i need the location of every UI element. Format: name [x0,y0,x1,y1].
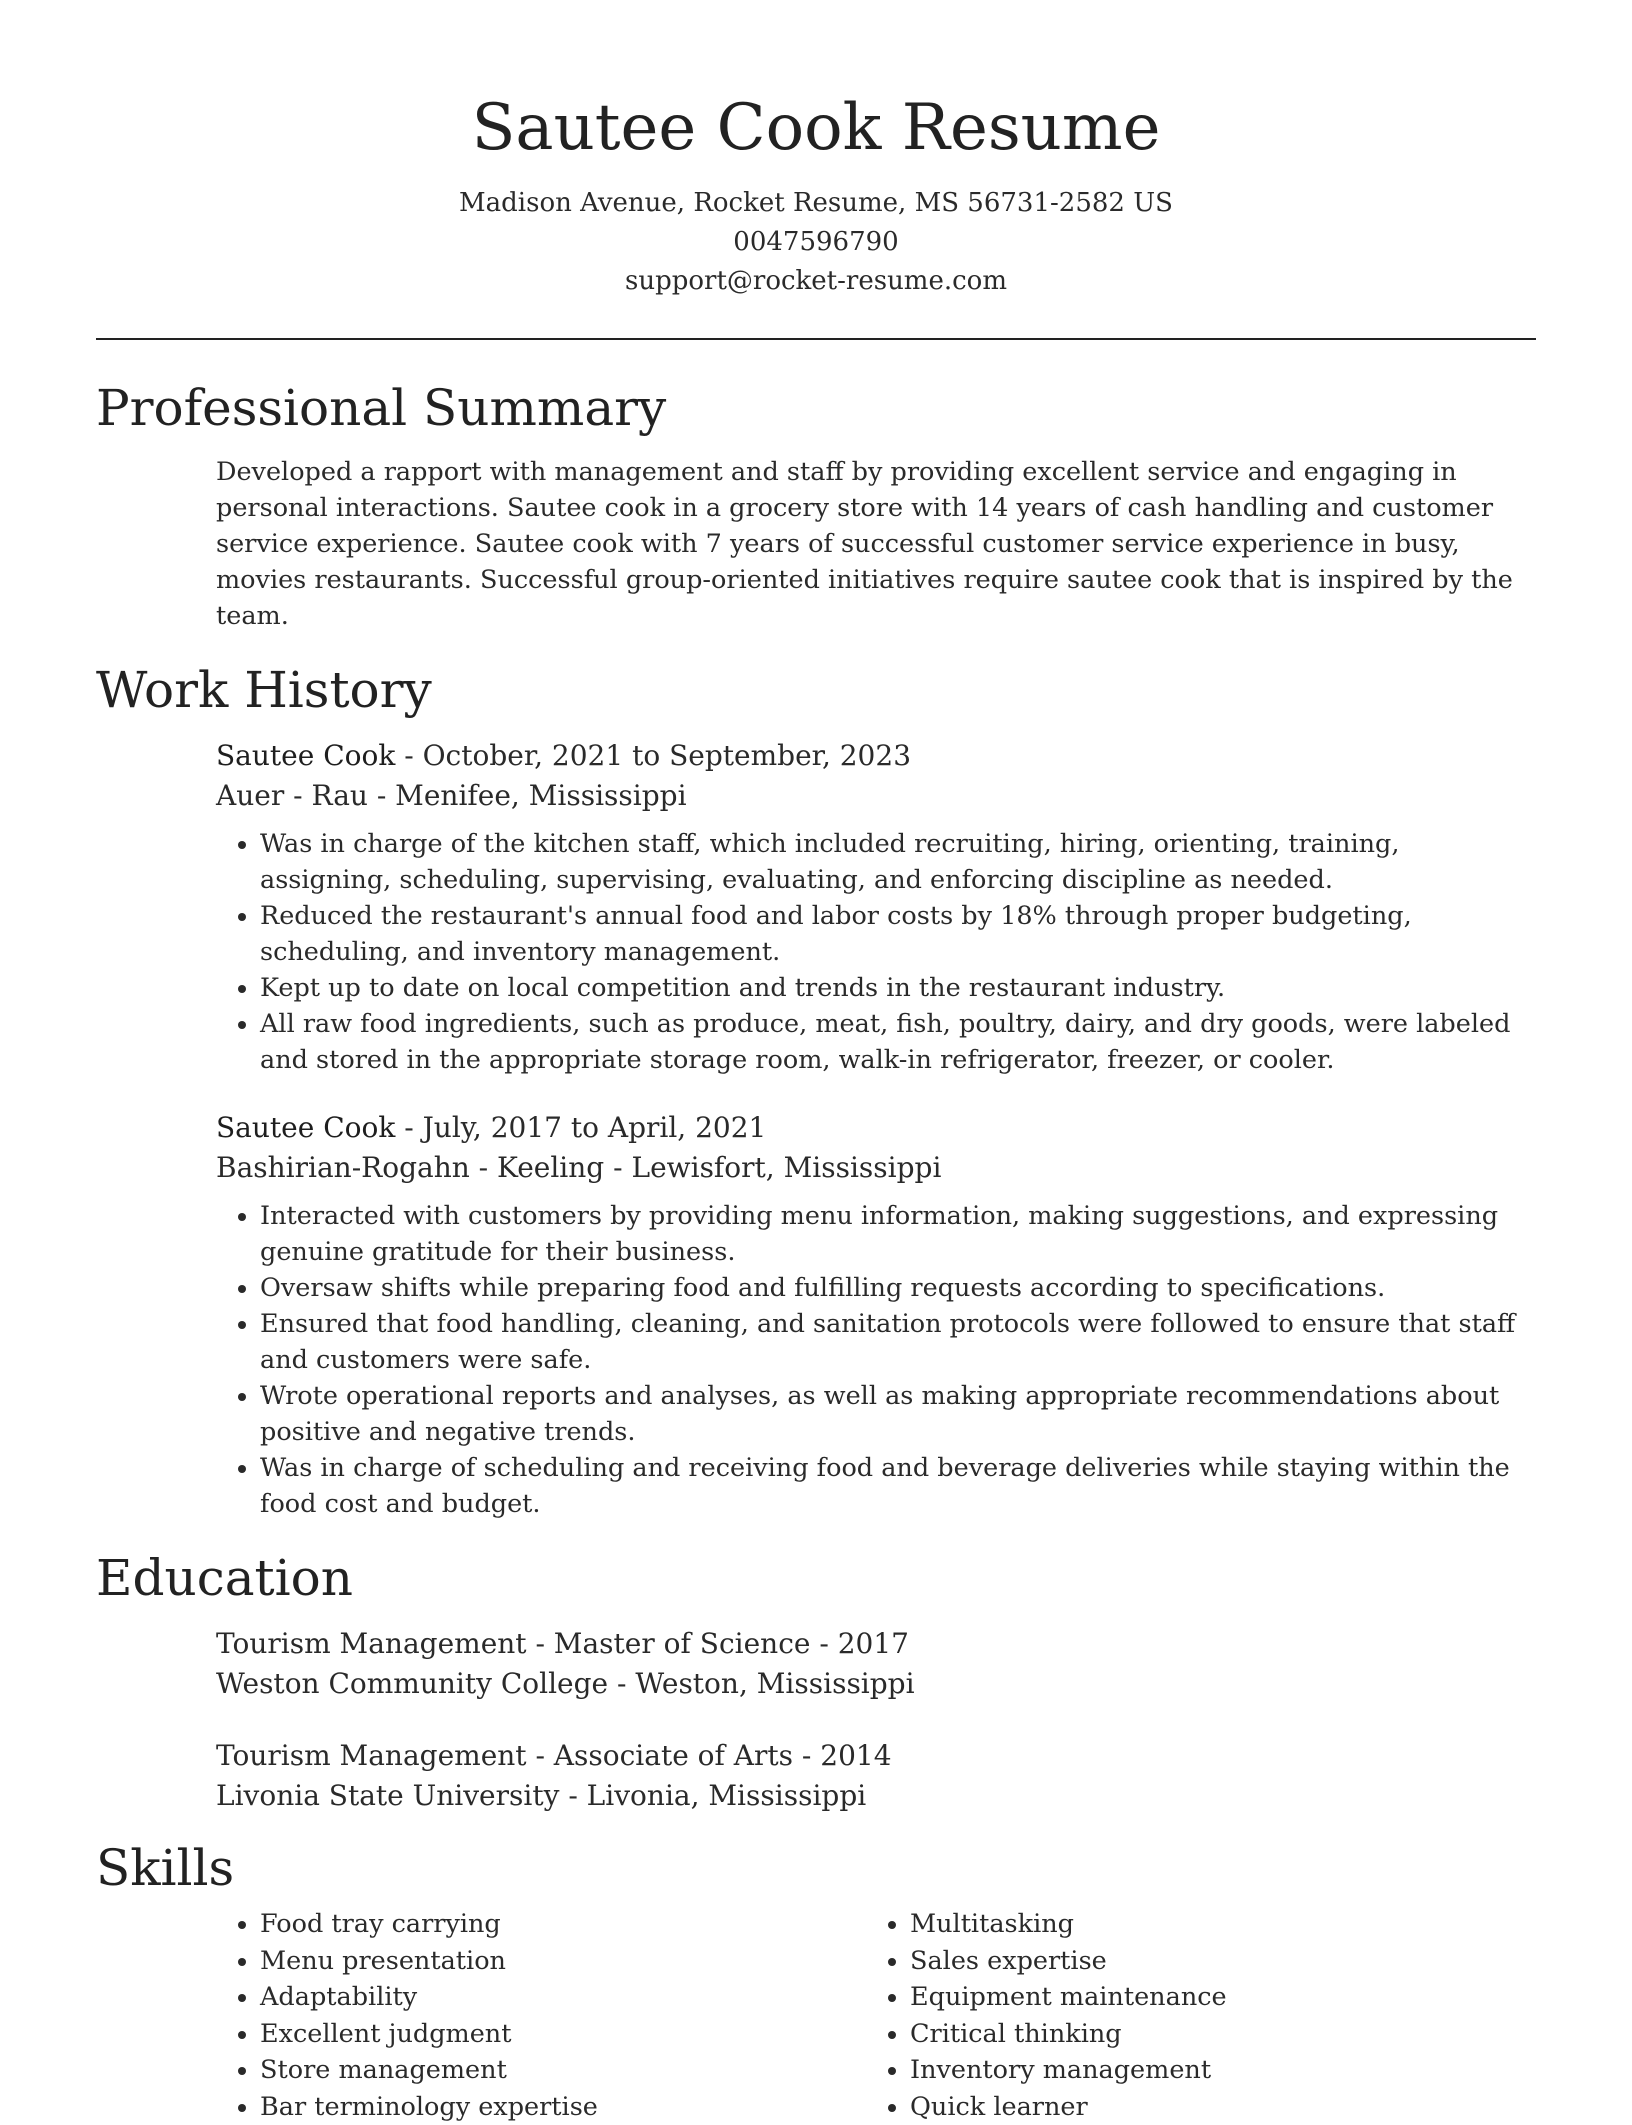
work-history-heading: Work History [96,658,1536,722]
contact-phone: 0047596790 [96,223,1536,262]
job-duty: • Was in charge of scheduling and receiving food and beverage deliveries while staying within the food cost and budget. [260,1450,1536,1522]
job-dates: - October, 2021 to September, 2023 [395,739,911,772]
job-company: Bashirian-Rogahn - Keeling [216,1151,604,1184]
job-dates: - July, 2017 to April, 2021 [395,1111,766,1144]
header-divider [96,338,1536,340]
skill-item: • Equipment maintenance [910,1979,1516,2016]
skill-item: • Quick learner [910,2089,1516,2125]
job-duty: • Interacted with customers by providing menu information, making suggestions, and expressing genuine gratitude for their business. [260,1198,1536,1270]
skills-grid [216,1906,1536,2125]
school-line [216,1664,1536,1704]
job-company-line [216,776,1536,816]
job-duty: • Reduced the restaurant's annual food and labor costs by 18% through proper budgeting, scheduling, and inventory management. [260,898,1536,970]
job-duty: • Kept up to date on local competition and trends in the restaurant industry. [260,970,1536,1006]
skills-list [866,1906,1516,2125]
contact-address: Madison Avenue, Rocket Resume, MS 56731-2582 US [96,184,1536,223]
job-duties-list [216,1198,1536,1522]
job-location: - Lewisfort, Mississippi [604,1151,941,1184]
skill-item: • Food tray carrying [260,1906,866,1943]
summary-text: Developed a rapport with management and staff by providing excellent service and engaging in personal interactions. Sautee cook in a grocery store with 14 years of cash handling and customer service experience. Sautee cook with 7 years of successful customer service experience in busy, movies restaurants. Successful group-oriented initiatives require sautee cook that is inspired by the team. [216,454,1536,634]
skill-item: • Bar terminology expertise [260,2089,866,2125]
job-location: - Menifee, Mississippi [368,779,687,812]
education-entry [216,1736,1536,1816]
skill-item: • Adaptability [260,1979,866,2016]
skill-item: • Critical thinking [910,2016,1516,2053]
resume-title: Sautee Cook Resume [96,84,1536,172]
job-title: Sautee Cook [216,739,395,772]
job-duty: • Was in charge of the kitchen staff, which included recruiting, hiring, orienting, training, assigning, scheduling, supervising, evaluating, and enforcing discipline as needed. [260,826,1536,898]
job-title: Sautee Cook [216,1111,395,1144]
job-duty: • Ensured that food handling, cleaning, and sanitation protocols were followed to ensure that staff and customers were safe. [260,1306,1536,1378]
skill-item: • Inventory management [910,2052,1516,2089]
job-duty: • All raw food ingredients, such as produce, meat, fish, poultry, dairy, and dry goods, were labeled and stored in the appropriate storage room, walk-in refrigerator, freezer, or cooler. [260,1006,1536,1078]
job-title-line [216,736,1536,776]
contact-block [96,184,1536,301]
job-company-line [216,1148,1536,1188]
job-duty: • Wrote operational reports and analyses, as well as making appropriate recommendations about positive and negative trends. [260,1378,1536,1450]
spacer [96,1078,1536,1094]
job-company: Auer - Rau [216,779,368,812]
skill-item: • Multitasking [910,1906,1516,1943]
resume-header [96,0,1536,301]
job-duties-list [216,826,1536,1078]
skill-item: • Store management [260,2052,866,2089]
job-entry [216,1108,1536,1522]
skills-list [216,1906,866,2125]
job-title-line [216,1108,1536,1148]
degree-line: Tourism Management - Master of Science - 2017 [216,1624,1536,1664]
summary-heading: Professional Summary [96,376,1536,440]
school-name: Livonia State University [216,1779,559,1812]
contact-email: support@rocket-resume.com [96,262,1536,301]
school-location: - Weston, Mississippi [608,1667,914,1700]
school-location: - Livonia, Mississippi [559,1779,866,1812]
skills-column-left [216,1906,866,2125]
skill-item: • Sales expertise [910,1943,1516,1980]
spacer [96,1704,1536,1736]
education-heading: Education [96,1546,1536,1610]
education-entry [216,1624,1536,1704]
skill-item: • Menu presentation [260,1943,866,1980]
school-name: Weston Community College [216,1667,608,1700]
degree-line: Tourism Management - Associate of Arts - 2014 [216,1736,1536,1776]
job-duty: • Oversaw shifts while preparing food and fulfilling requests according to specifications. [260,1270,1536,1306]
school-line [216,1776,1536,1816]
job-entry [216,736,1536,1078]
skill-item: • Excellent judgment [260,2016,866,2053]
skills-heading: Skills [96,1836,1536,1900]
resume-page [96,0,1536,2125]
skills-column-right [866,1906,1516,2125]
